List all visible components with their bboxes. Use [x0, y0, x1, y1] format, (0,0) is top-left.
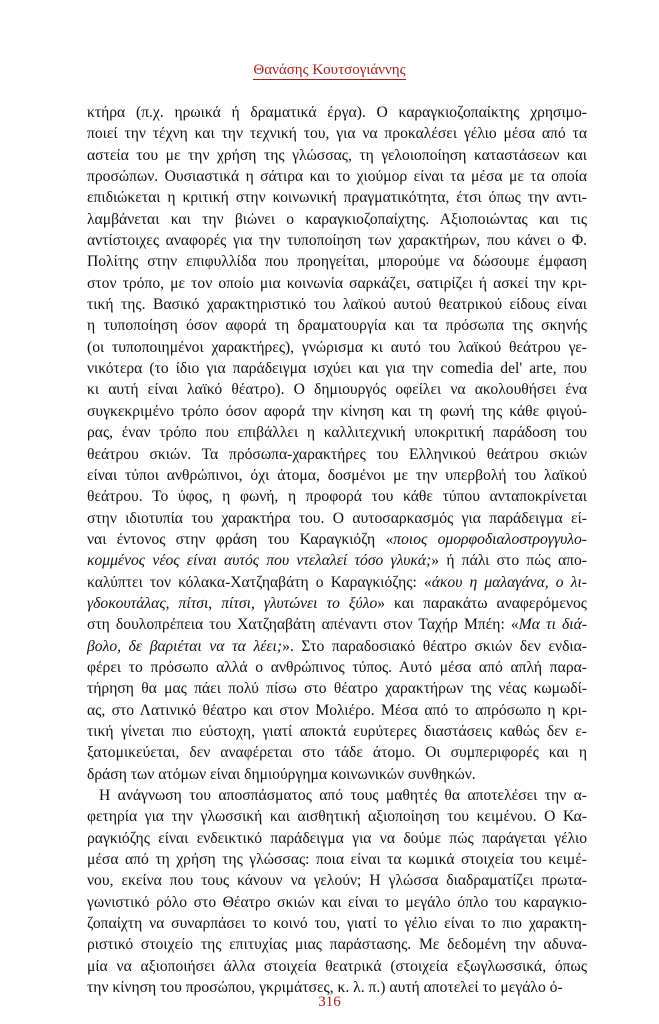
text-line: στην ιδιοτυπία του χαρακτήρα του. Ο αυτοσαρκασμός για παράδειγμα εί-: [87, 509, 587, 527]
text-line: Η ανάγνωση του αποσπάσματος από τους μαθητές θα αποτελέσει την α-: [99, 787, 587, 804]
text-line: λαμβάνεται και την βιώνει ο καραγκιοζοπαίχτης. Αξιοποιώντας και τις: [87, 210, 587, 228]
text-line: βολο, δε βαριέται να τα λέει;». Στο παραδοσιακό θέατρο σκιών δεν ενδια-: [87, 637, 587, 655]
text-line: Πολίτης στην επιφυλλίδα που προηγείται, μπορούμε να δώσουμε έμφαση: [87, 253, 587, 271]
text-line: κι αυτή είναι λαϊκό θέατρο). Ο δημιουργός οφείλει να ακολουθήσει ένα: [87, 381, 587, 399]
text-line: φετηρία για την γλωσσική και αισθητική αξιοποίηση του κειμένου. Ο Κα-: [87, 808, 587, 826]
text-line: προσώπων. Ουσιαστικά η σάτιρα και το χιούμορ είναι τα μέσα με τα οποία: [87, 168, 587, 186]
text-line: γωνιστικό ρόλο στο Θέατρο σκιών και είναι το μεγάλο όπλο του καραγκιο-: [87, 893, 587, 911]
page-number: 316: [318, 994, 341, 1010]
text-line: τήρηση θα μας πάει πολύ πίσω στο θέατρο χαρακτήρων της νέας κωμωδί-: [87, 680, 587, 698]
text-line: ας, στο Λατινικό θέατρο και στον Μολιέρο. Μέσα από το απρόσωπο η κρι-: [87, 701, 587, 719]
text-line: τική γίνεται πιο εύστοχη, γιατί αποκτά ευρύτερες διαστάσεις καθώς δεν ε-: [87, 722, 587, 740]
text-line: στη δουλοπρέπεια του Χατζηαβάτη απέναντι στον Ταχήρ Μπέη: «Μα τι διά-: [87, 616, 587, 634]
text-line: συγκεκριμένο τρόπο όσον αφορά την κίνηση και τη φωνή της κάθε φιγού-: [87, 402, 587, 420]
text-line: στον τρόπο, με τον οποίο μια κοινωνία σαρκάζει, σατιρίζει ή ασκεί την κρι-: [87, 274, 587, 292]
text-line: θεάτρου. Το ύφος, η φωνή, η προφορά του κάθε τύπου ανταποκρίνεται: [87, 488, 587, 506]
text-line: ραγκιόζης είναι ενδεικτικό παράδειγμα για να δούμε πώς παράγεται γέλιο: [87, 829, 587, 847]
text-line: ζοπαίχτη να συναρπάσει το κοινό του, γιατί το γέλιο είναι το πιο χαρακτη-: [87, 915, 587, 933]
text-line: η τυποποίηση όσον αφορά τη δραματουργία και τα πρόσωπα της σκηνής: [87, 317, 587, 335]
text-line: θεάτρου σκιών. Τα πρόσωπα-χαρακτήρες του Ελληνικού θεάτρου σκιών: [87, 445, 587, 463]
text-line: κτήρα (π.χ. ηρωικά ή δραματικά έργα). Ο καραγκιοζοπαίκτης χρησιμο-: [87, 104, 587, 121]
text-line: μέσα από τη χρήση της γλώσσας: ποια είναι τα κωμικά στοιχεία του κειμέ-: [87, 851, 587, 869]
text-line: γδοκουτάλας, πίτσι, πίτσι, γλυτώνει το ξύλο» και παρακάτω αναφερόμενος: [87, 594, 587, 612]
text-line: (οι τυποποιημένοι χαρακτήρες), γνώρισμα κι αυτό του λαϊκού θεάτρου γε-: [87, 338, 587, 356]
text-line: φέρει το πρόσωπο αλλά ο ανθρώπινος τύπος. Αυτό μέσα από απλή παρα-: [87, 658, 587, 676]
body-text: [87, 102, 587, 998]
text-line: ναι έντονος στην φράση του Καραγκιόζη «ποιος ομορφοδιαλοστρογγυλο-: [87, 530, 587, 548]
text-line: καλύπτει τον κόλακα-Χατζηαβάτη ο Καραγκιόζης: «άκου η μαλαγάνα, ο λι-: [87, 573, 587, 591]
text-line: δράση των ατόμων είναι δημιούργημα κοινωνικών συνθηκών.: [87, 765, 476, 783]
text-line: την κίνηση του προσώπου, γκριμάτσες, κ. λ. π.) αυτή αποτελεί το μεγάλο ό-: [87, 979, 563, 997]
text-line: μία να αξιοποιήσει άλλα στοιχεία θεατρικά (στοιχεία εξωγλωσσικά, όπως: [87, 957, 587, 975]
text-line: αντίστοιχες αναφορές για την τυποποίηση των χαρακτήρων, που κάνει ο Φ.: [87, 232, 587, 250]
text-line: αστεία του με την χρήση της γλώσσας, τη γελοιοποίηση καταστάσεων και: [87, 146, 587, 164]
text-line: ποιεί την τέχνη και την τεχνική του, για να προκαλέσει γέλιο μέσα από τα: [87, 125, 587, 143]
text-line: νου, εκείνα που τους κάνουν να γελούν; Η γλώσσα διαδραματίζει πρωτα-: [87, 872, 587, 890]
running-head-title: Θανάσης Κουτσογιάννης: [253, 62, 406, 78]
text-line: τική της. Βασικό χαρακτηριστικό του λαϊκού αυτού θεατρικού είδους είναι: [87, 296, 587, 314]
running-head: [0, 62, 659, 79]
text-line: νικότερα (το ίδιο για παράδειγμα ισχύει και για την comedia del' arte, που: [87, 360, 587, 378]
text-line: επιδιώκεται η κριτική στην κοινωνική πραγματικότητα, έτσι όπως την αντι-: [87, 189, 587, 207]
text-line: κομμένος νέος είναι αυτός που ντελαλεί τόσο γλυκά;» ή πάλι στο πώς απο-: [87, 552, 588, 570]
text-line: ρας, έναν τρόπο που επιβάλλει η καλλιτεχνική υποκριτική παράδοση του: [87, 424, 587, 442]
text-line: ξατομικεύεται, δεν αναφέρεται στο τάδε άτομο. Οι συμπεριφορές και η: [87, 744, 587, 762]
text-line: είναι τύποι ανθρώπινοι, όχι άτομα, δοσμένοι με την υπερβολή του λαϊκού: [87, 466, 587, 484]
text-line: ριστικό στοιχείο της επιτυχίας μιας παράστασης. Με δεδομένη την αδυνα-: [87, 936, 587, 954]
